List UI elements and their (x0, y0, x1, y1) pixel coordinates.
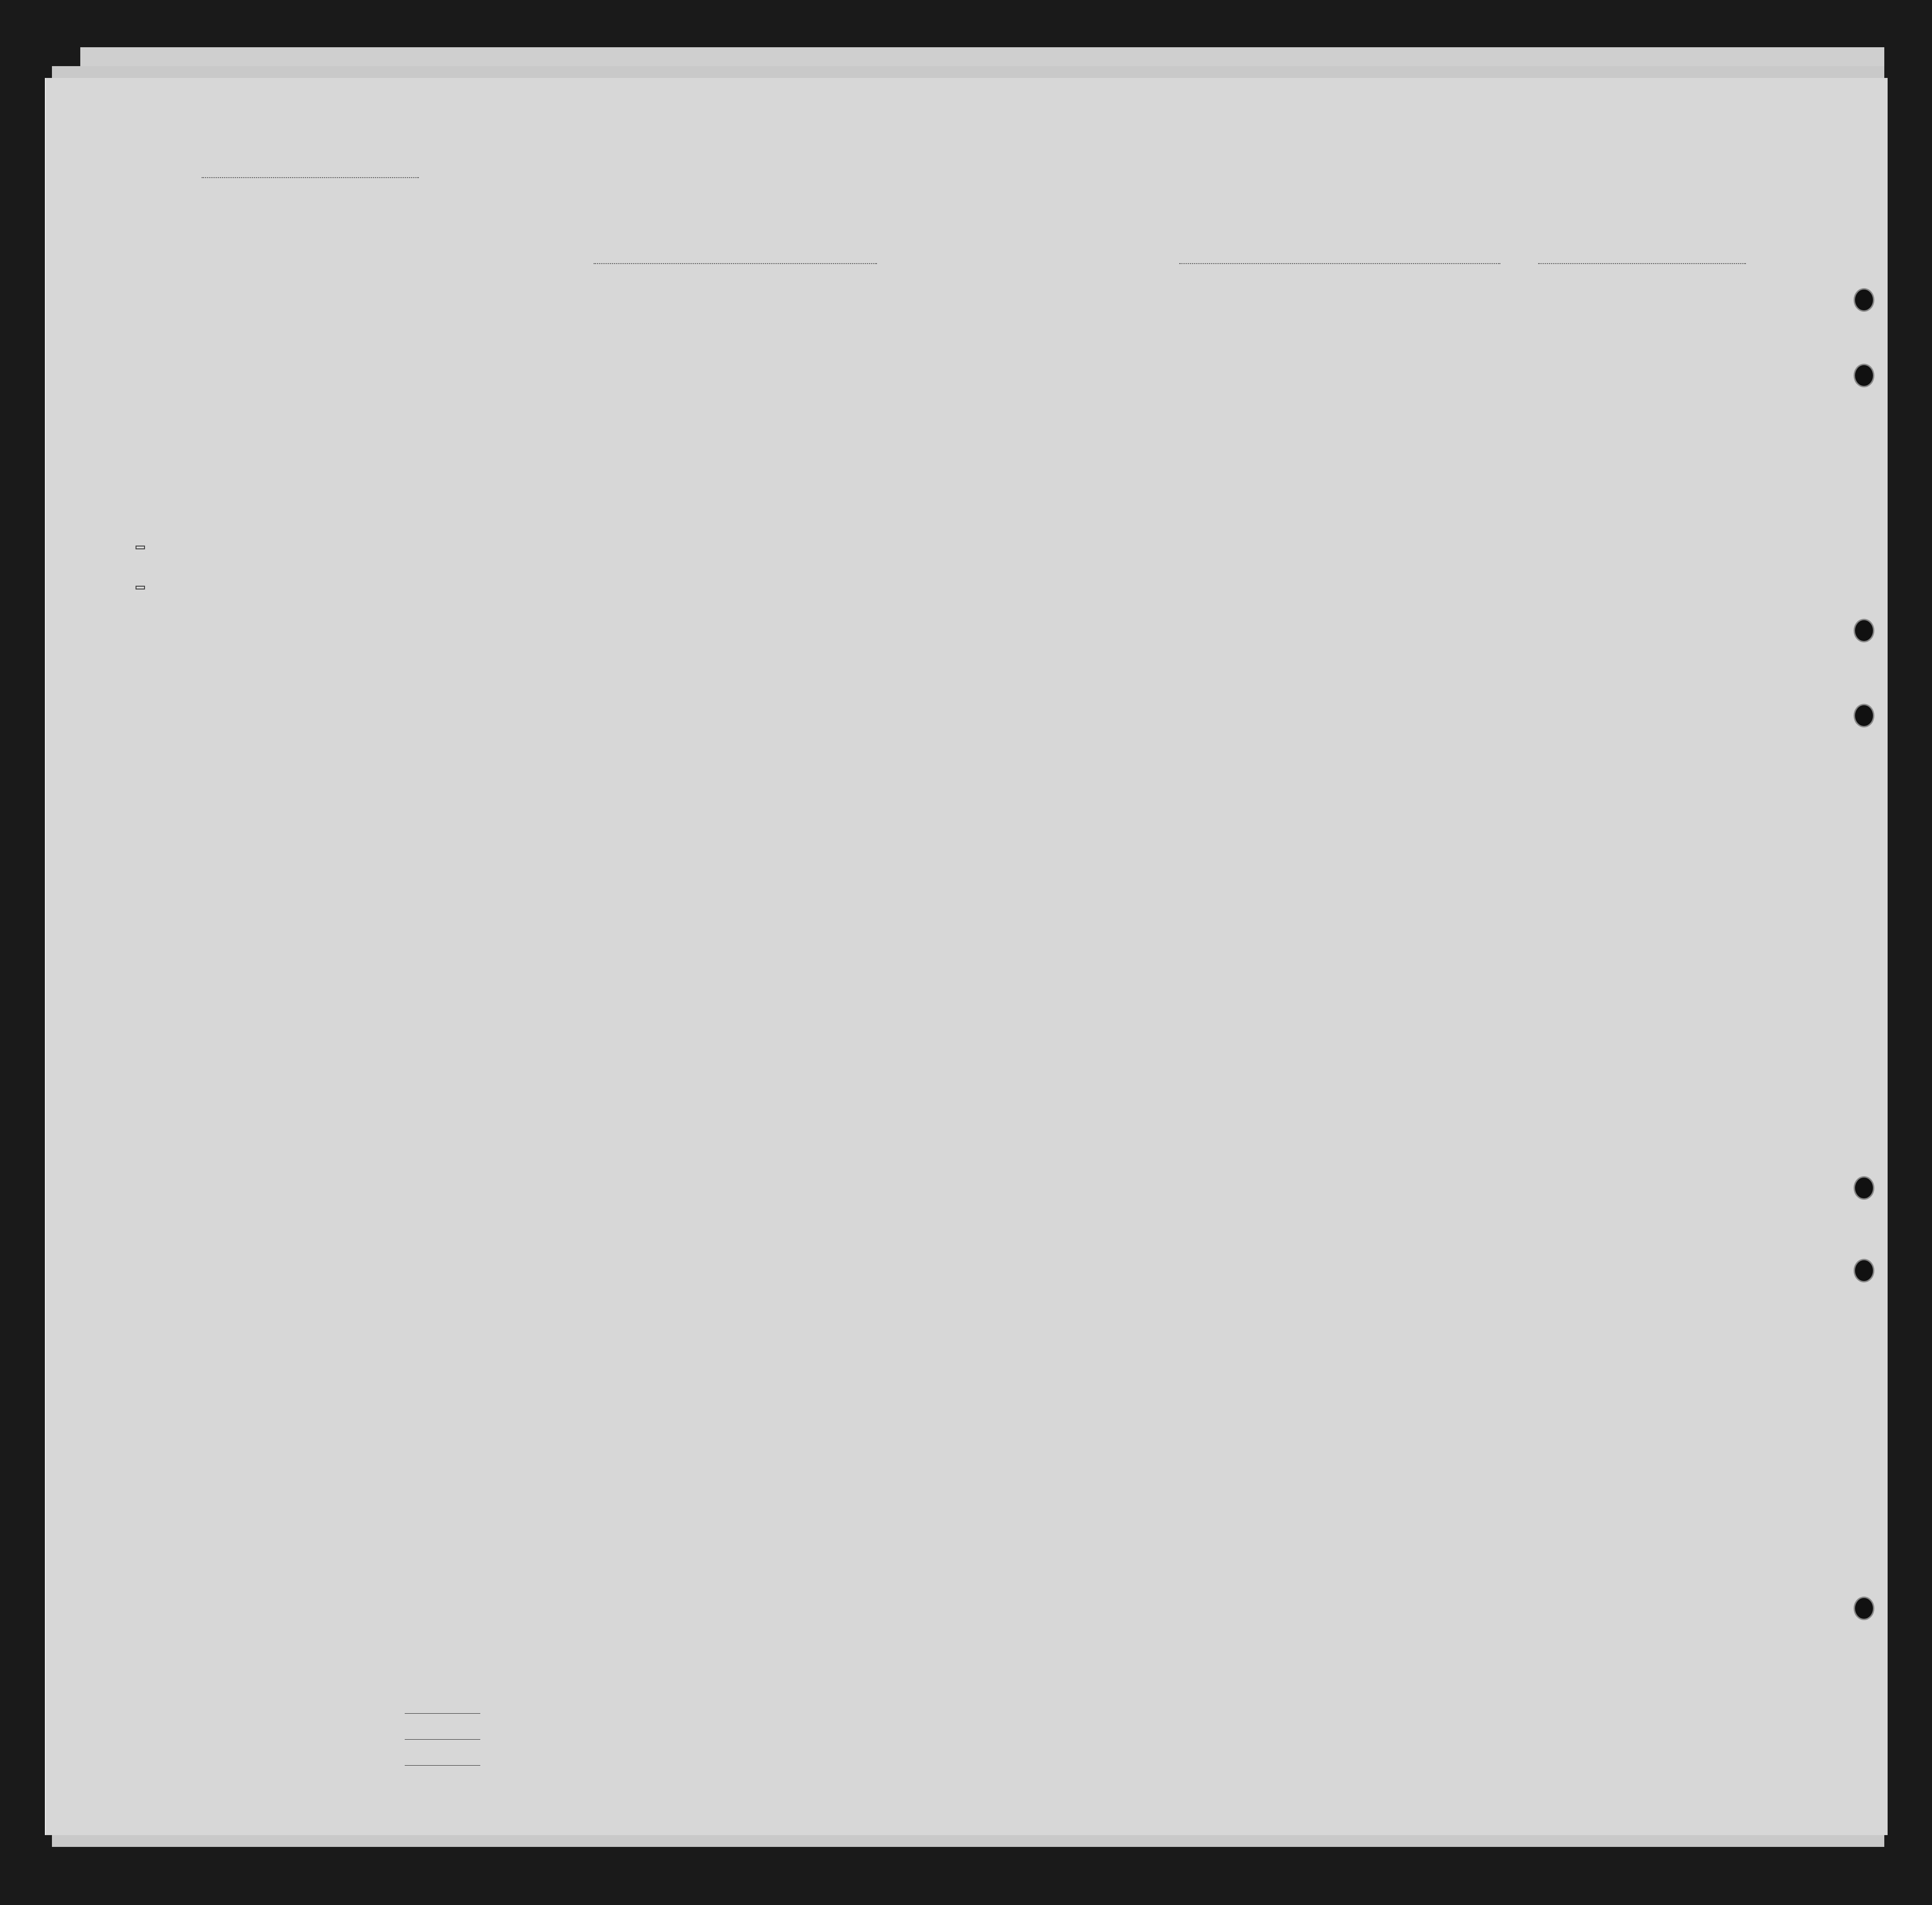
manifest-sheet (45, 78, 1888, 1835)
binder-hole (1854, 288, 1874, 312)
binder-hole (1854, 1176, 1874, 1200)
binder-hole (1854, 1259, 1874, 1282)
handwritten-check-marks (46, 78, 1888, 1835)
binder-hole (1854, 364, 1874, 387)
binder-hole (1854, 1597, 1874, 1620)
binder-hole (1854, 704, 1874, 727)
binder-hole (1854, 619, 1874, 642)
